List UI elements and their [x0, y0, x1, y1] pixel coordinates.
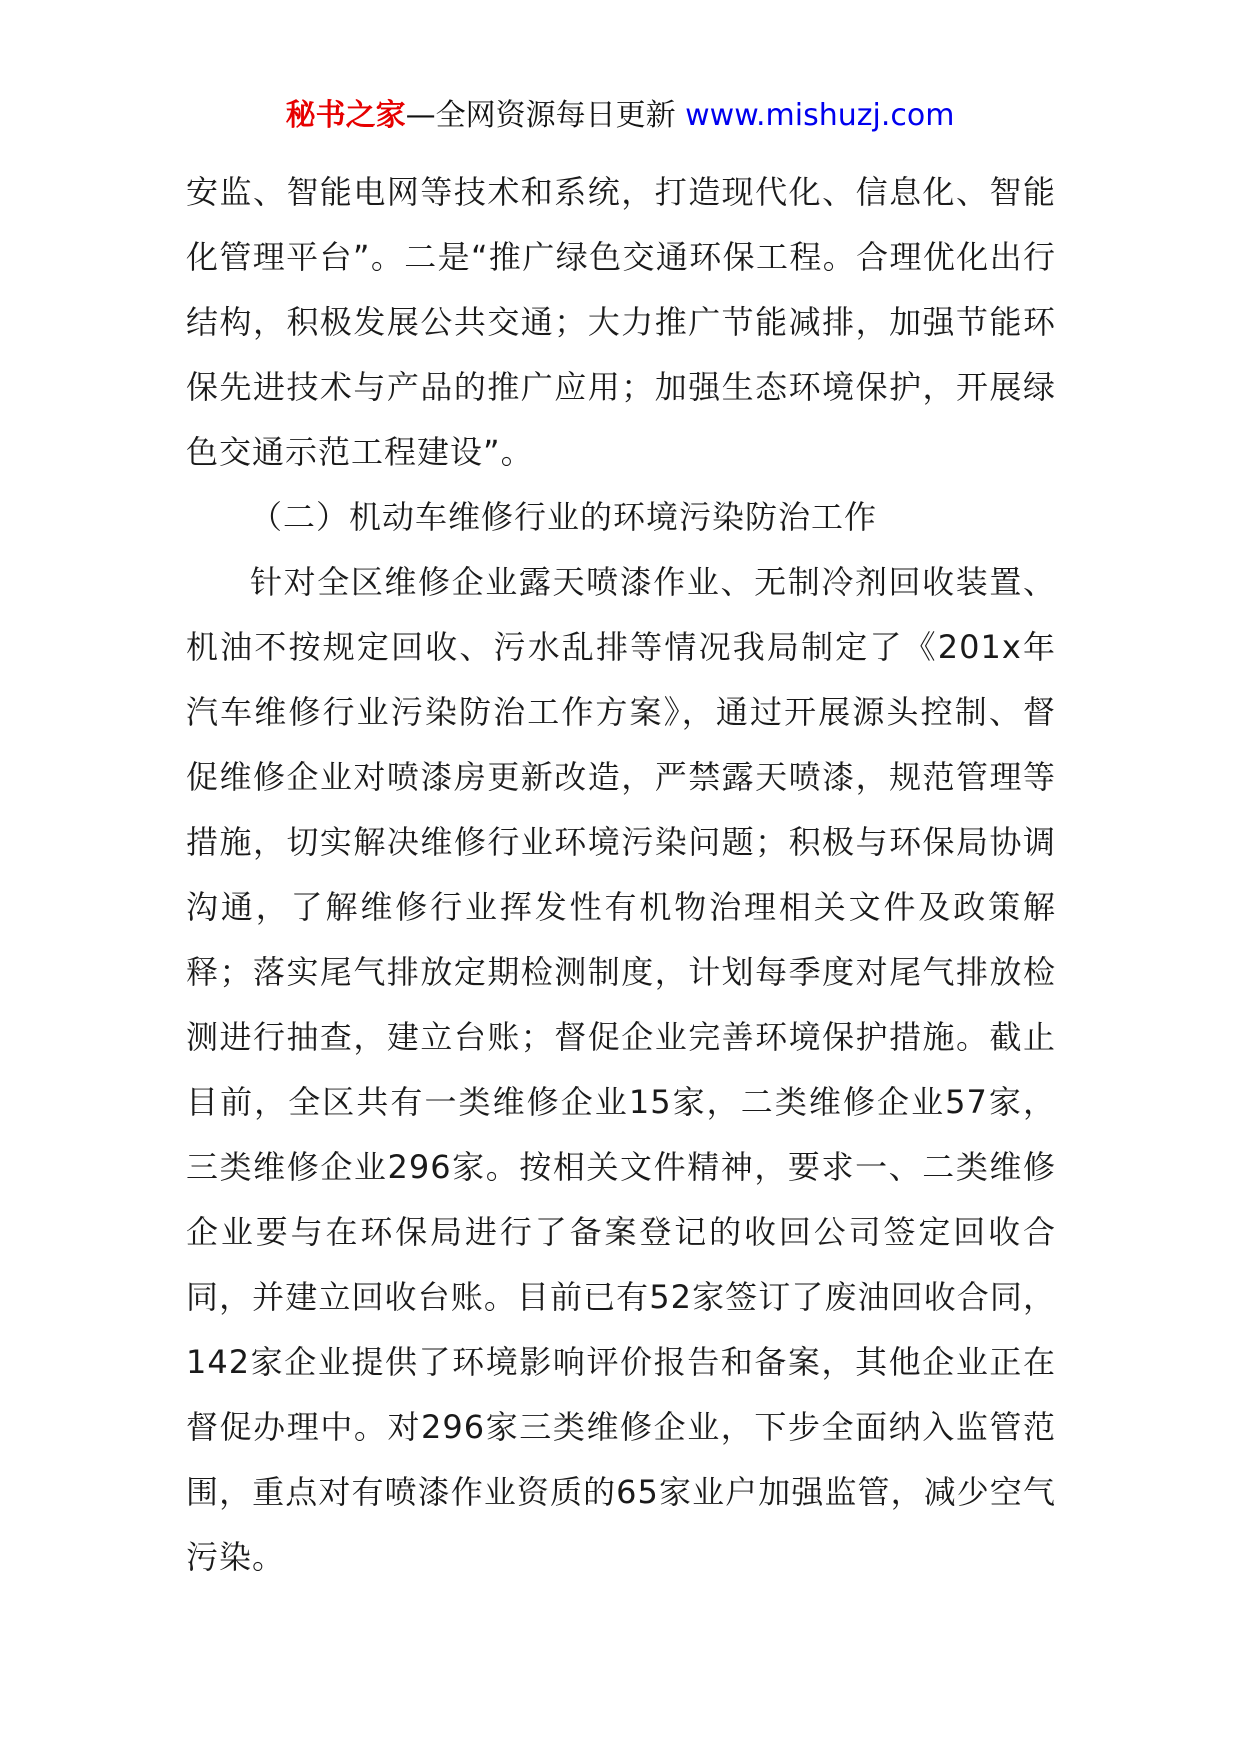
- section-heading: （二）机动车维修行业的环境污染防治工作: [250, 498, 878, 536]
- body-paragraph: 针对全区维修企业露天喷漆作业、无制冷剂回收装置、机油不按规定回收、污水乱排等情况我局制定了《201x年汽车维修行业污染防治工作方案》，通过开展源头控制、督促维修企业对喷漆房更新改造，严禁露天喷漆，规范管理等措施，切实解决维修行业环境污染问题；积极与环保局协调沟通，了解维修行业挥发性有机物治理相关文件及政策解释；落实尾气排放定期检测制度，计划每季度对尾气排放检测进行抽查，建立台账；督促企业完善环境保护措施。截止目前，全区共有一类维修企业15家，二类维修企业57家，三类维修企业296家。按相关文件精神，要求一、二类维修企业要与在环保局进行了备案登记的收回公司签定回收合同，并建立回收台账。目前已有52家签订了废油回收合同，142家企业提供了环境影响评价报告和备案，其他企业正在督促办理中。对296家三类维修企业，下步全面纳入监管范围，重点对有喷漆作业资质的65家业户加强监管，减少空气污染。: [186, 563, 1056, 1576]
- body-paragraph: 安监、智能电网等技术和系统，打造现代化、信息化、智能化管理平台”。二是“推广绿色交通环保工程。合理优化出行结构，积极发展公共交通；大力推广节能减排，加强节能环保先进技术与产品的推广应用；加强生态环境保护，开展绿色交通示范工程建设”。: [186, 173, 1056, 471]
- site-url-link[interactable]: www.mishuzj.com: [685, 98, 955, 133]
- brand-name: 秘书之家: [285, 98, 406, 133]
- site-header: [0, 96, 1240, 136]
- header-slogan: —全网资源每日更新: [405, 98, 676, 133]
- document-body: [186, 160, 1056, 1590]
